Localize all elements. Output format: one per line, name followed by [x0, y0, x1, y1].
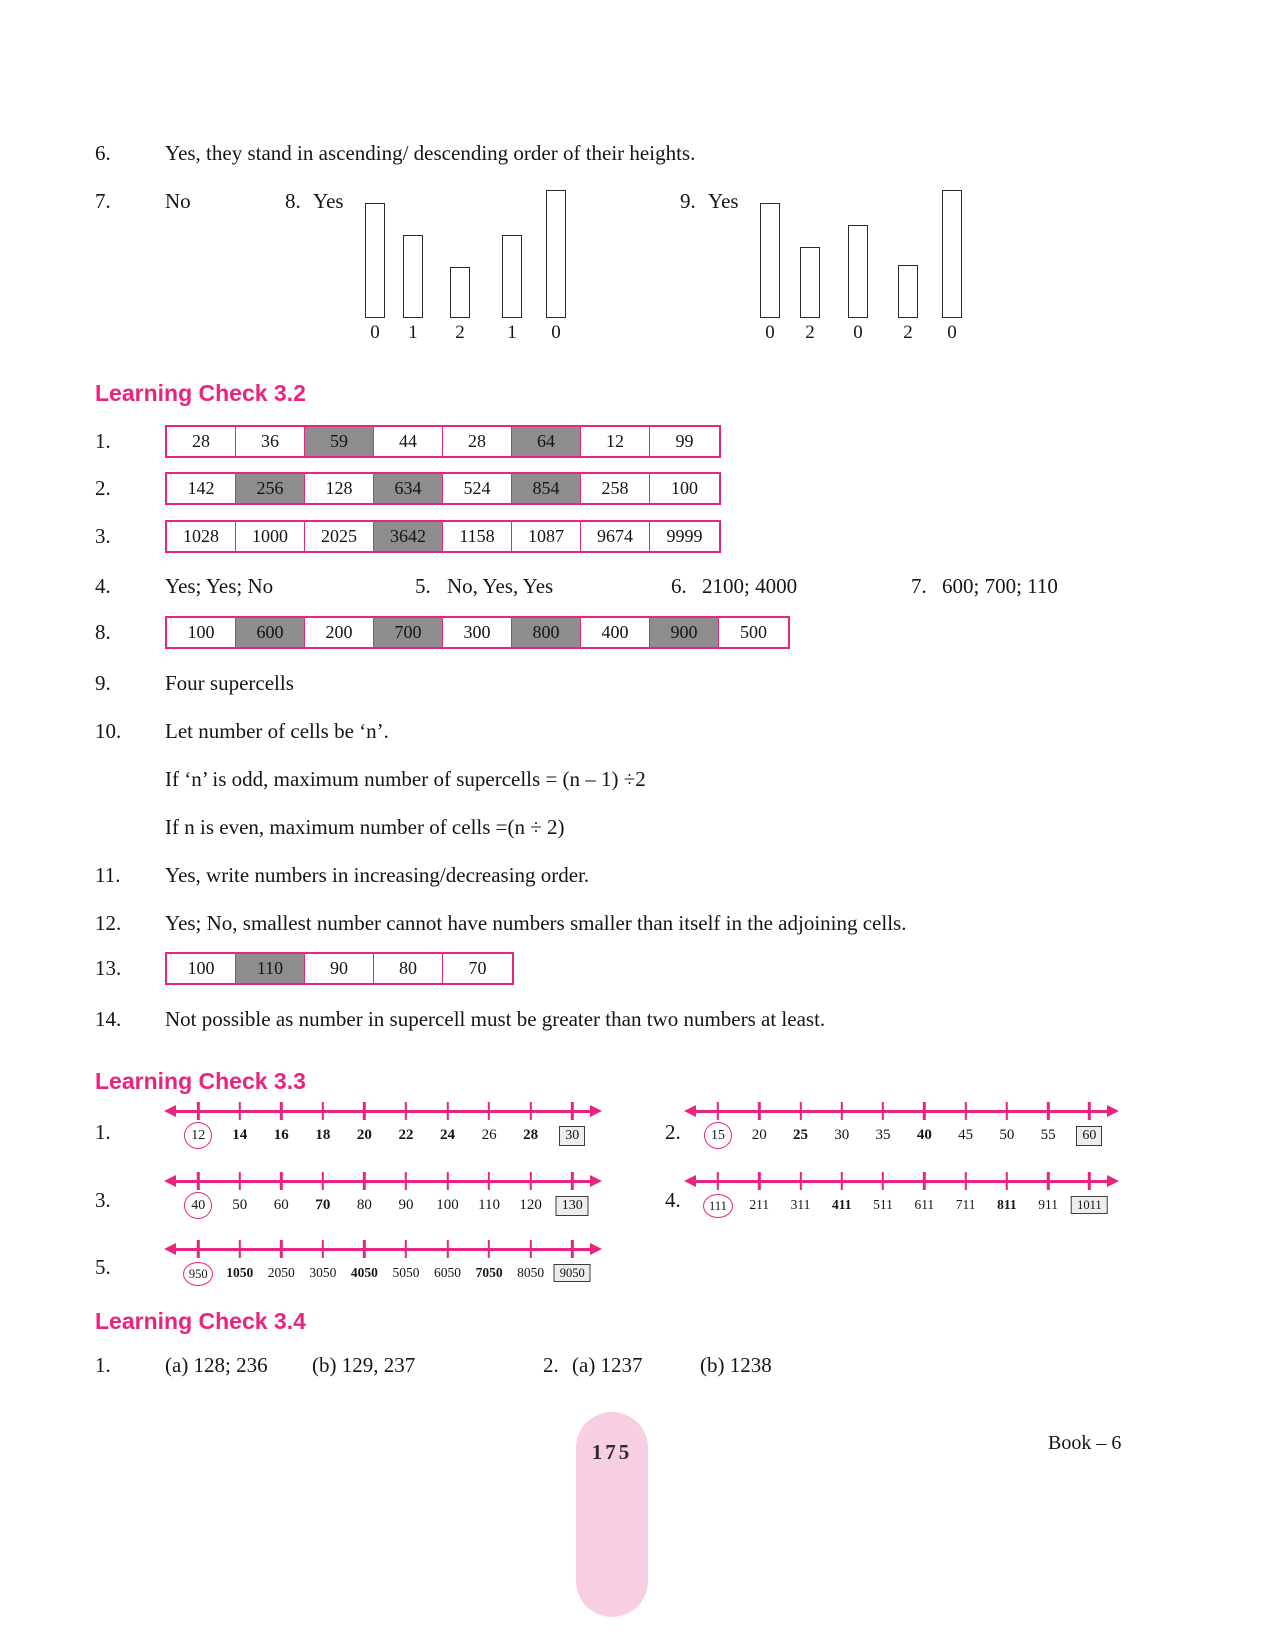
q8-answer-text: Yes: [313, 189, 344, 213]
numberline-number: 711: [955, 1197, 976, 1212]
numberline-number: 811: [997, 1197, 1017, 1212]
numberline-number: 6050: [434, 1265, 462, 1280]
lc32-q12-answer: Yes; No, smallest number cannot have numbers smaller than itself in the adjoining cells.: [165, 911, 907, 935]
supercell-shaded: 64: [512, 427, 581, 456]
bar-value-label: 2: [805, 322, 815, 343]
supercell-shaded: 700: [374, 618, 443, 647]
grid-cell: 128: [305, 474, 374, 503]
tick-mark: [446, 1102, 448, 1120]
lc32-q6-answer: 2100; 4000: [702, 574, 798, 598]
lc32-q11-number: 11.: [95, 863, 121, 887]
supercell-shaded: 800: [512, 618, 581, 647]
start-number-circled: 40: [184, 1192, 212, 1219]
supercell-shaded: 256: [236, 474, 305, 503]
q9-bar-graph: [753, 185, 968, 348]
lc33-q3-number: 3.: [95, 1188, 111, 1212]
numberline-number: 110: [478, 1197, 501, 1213]
lc32-q10-line3: If n is even, maximum number of cells =(n ÷ 2): [165, 815, 565, 839]
bar: [848, 225, 868, 318]
numberline-q1: [163, 1096, 603, 1158]
supercell-row-13: [165, 952, 514, 985]
lc32-q14-answer: Not possible as number in supercell must be greater than two numbers at least.: [165, 1007, 826, 1031]
tick-mark: [488, 1240, 490, 1258]
numberline-number: 55: [1040, 1127, 1056, 1143]
numberline-number: 20: [356, 1127, 372, 1143]
tick-mark: [964, 1172, 966, 1190]
end-number-boxed: 1011: [1071, 1196, 1108, 1214]
numberline-q4: [683, 1166, 1120, 1228]
bar-value-label: 2: [455, 322, 465, 343]
supercell-row-1: [165, 425, 721, 458]
tick-mark: [529, 1240, 531, 1258]
supercell-shaded: 110: [236, 954, 305, 983]
supercell-row-2: [165, 472, 721, 505]
lc32-q8-number: 8.: [95, 620, 111, 644]
tick-mark: [446, 1240, 448, 1258]
q8-number: 8.: [285, 189, 301, 213]
supercell-row-8: [165, 616, 790, 649]
q7-answer-text: No: [165, 189, 191, 213]
grid-cell: 400: [581, 618, 650, 647]
grid-cell: 1158: [443, 522, 512, 551]
grid-cell: 524: [443, 474, 512, 503]
tick-mark: [571, 1172, 573, 1190]
end-number-boxed: 130: [556, 1196, 589, 1216]
lc33-q5-number: 5.: [95, 1255, 111, 1279]
end-number-boxed: 30: [559, 1126, 585, 1146]
numberline-q5: [163, 1234, 603, 1296]
numberline-number: 911: [1038, 1197, 1058, 1212]
bar-value-label: 0: [765, 322, 775, 343]
tick-mark: [799, 1102, 801, 1120]
tick-mark: [197, 1102, 199, 1120]
bar: [450, 267, 470, 318]
lc32-q11-answer: Yes, write numbers in increasing/decreasing order.: [165, 863, 590, 887]
supercell-shaded: 854: [512, 474, 581, 503]
q6-answer-text: Yes, they stand in ascending/ descending order of their heights.: [165, 141, 696, 165]
grid-cell: 2025: [305, 522, 374, 551]
q8-bar-graph: [358, 185, 573, 348]
numberline-number: 26: [481, 1127, 497, 1143]
lc32-q4-answer: Yes; Yes; No: [165, 574, 274, 598]
tick-mark: [446, 1172, 448, 1190]
start-number-circled: 950: [183, 1262, 213, 1286]
tick-mark: [923, 1102, 925, 1120]
tick-mark: [1088, 1102, 1090, 1120]
bar-value-label: 0: [947, 322, 957, 343]
supercell-shaded: 634: [374, 474, 443, 503]
tick-mark: [1047, 1102, 1049, 1120]
book-label: Book – 6: [1048, 1432, 1122, 1454]
numberline-number: 5050: [392, 1265, 420, 1280]
numberline-number: 28: [523, 1127, 539, 1143]
tick-mark: [197, 1240, 199, 1258]
grid-cell: 100: [650, 474, 719, 503]
tick-mark: [923, 1172, 925, 1190]
lc32-q10-line2: If ‘n’ is odd, maximum number of supercells = (n – 1) ÷2: [165, 767, 646, 791]
supercell-shaded: 59: [305, 427, 374, 456]
lc32-q6-number: 6.: [671, 574, 687, 598]
tick-mark: [717, 1102, 719, 1120]
bar: [502, 235, 522, 318]
lc33-q4-number: 4.: [665, 1188, 681, 1212]
grid-cell: 70: [443, 954, 512, 983]
lc34-q2b-answer: (b) 1238: [700, 1353, 772, 1377]
bar-value-label: 1: [408, 322, 418, 343]
numberline-number: 70: [315, 1197, 331, 1213]
grid-cell: 80: [374, 954, 443, 983]
tick-mark: [363, 1102, 365, 1120]
numberline-number: 24: [440, 1127, 456, 1143]
numberline-number: 50: [999, 1127, 1015, 1143]
tick-mark: [363, 1172, 365, 1190]
numberline-number: 25: [793, 1127, 808, 1143]
numberline-q2: [683, 1096, 1120, 1158]
bar: [760, 203, 780, 318]
grid-cell: 44: [374, 427, 443, 456]
supercell-shaded: 3642: [374, 522, 443, 551]
lc32-q10-line1: Let number of cells be ‘n’.: [165, 719, 389, 743]
supercell-row-3: [165, 520, 721, 553]
tick-mark: [363, 1240, 365, 1258]
numberline-number: 511: [873, 1197, 893, 1212]
lc34-q1b-answer: (b) 129, 237: [312, 1353, 416, 1377]
tick-mark: [1006, 1102, 1008, 1120]
tick-mark: [405, 1102, 407, 1120]
end-number-boxed: 60: [1076, 1126, 1102, 1146]
tick-mark: [571, 1240, 573, 1258]
lc32-q5-answer: No, Yes, Yes: [447, 574, 554, 598]
numberline-number: 16: [273, 1127, 289, 1143]
lc32-q12-number: 12.: [95, 911, 122, 935]
tick-mark: [1006, 1172, 1008, 1190]
supercell-shaded: 600: [236, 618, 305, 647]
numberline-number: 18: [315, 1127, 331, 1143]
grid-cell: 1000: [236, 522, 305, 551]
tick-mark: [197, 1172, 199, 1190]
grid-cell: 300: [443, 618, 512, 647]
tick-mark: [322, 1240, 324, 1258]
grid-cell: 258: [581, 474, 650, 503]
bar: [898, 265, 918, 318]
numberline-number: 22: [398, 1127, 414, 1143]
grid-cell: 90: [305, 954, 374, 983]
tick-mark: [758, 1172, 760, 1190]
numberline-number: 1050: [226, 1265, 254, 1280]
numberline-number: 611: [914, 1197, 935, 1212]
grid-cell: 500: [719, 618, 788, 647]
numberline-number: 120: [519, 1197, 542, 1213]
lc32-q2-number: 2.: [95, 476, 111, 500]
tick-mark: [717, 1172, 719, 1190]
lc32-q1-number: 1.: [95, 429, 111, 453]
grid-cell: 1087: [512, 522, 581, 551]
numberline-number: 80: [356, 1197, 372, 1213]
grid-cell: 200: [305, 618, 374, 647]
page-number: 175: [591, 1440, 633, 1464]
tick-mark: [239, 1240, 241, 1258]
supercell-shaded: 900: [650, 618, 719, 647]
bar-value-label: 0: [370, 322, 380, 343]
bar-value-label: 0: [551, 322, 561, 343]
lc32-q4-number: 4.: [95, 574, 111, 598]
lc34-q1-number: 1.: [95, 1353, 111, 1377]
tick-mark: [882, 1102, 884, 1120]
tick-mark: [964, 1102, 966, 1120]
bar: [942, 190, 962, 318]
grid-cell: 100: [167, 954, 236, 983]
tick-mark: [280, 1172, 282, 1190]
numberline-number: 100: [436, 1197, 459, 1213]
tick-mark: [488, 1172, 490, 1190]
lc32-q5-number: 5.: [415, 574, 431, 598]
grid-cell: 100: [167, 618, 236, 647]
start-number-circled: 12: [184, 1122, 212, 1149]
bar: [546, 190, 566, 318]
tick-mark: [841, 1172, 843, 1190]
tick-mark: [322, 1102, 324, 1120]
grid-cell: 9999: [650, 522, 719, 551]
q9-answer-text: Yes: [708, 189, 739, 213]
tick-mark: [239, 1102, 241, 1120]
tick-mark: [488, 1102, 490, 1120]
tick-mark: [239, 1172, 241, 1190]
lc33-q2-number: 2.: [665, 1120, 681, 1144]
grid-cell: 28: [167, 427, 236, 456]
tick-mark: [758, 1102, 760, 1120]
tick-mark: [280, 1102, 282, 1120]
lc33-heading: Learning Check 3.3: [95, 1068, 306, 1094]
numberline-number: 90: [398, 1197, 414, 1213]
lc34-q1a-answer: (a) 128; 236: [165, 1353, 268, 1377]
bar: [365, 203, 385, 318]
lc34-heading: Learning Check 3.4: [95, 1308, 306, 1334]
lc32-q7-answer: 600; 700; 110: [942, 574, 1058, 598]
numberline-number: 311: [790, 1197, 811, 1212]
lc32-q14-number: 14.: [95, 1007, 122, 1031]
tick-mark: [405, 1172, 407, 1190]
tick-mark: [571, 1102, 573, 1120]
tick-mark: [322, 1172, 324, 1190]
tick-mark: [1088, 1172, 1090, 1190]
bar-value-label: 1: [507, 322, 517, 343]
numberline-number: 20: [751, 1127, 767, 1143]
start-number-circled: 111: [703, 1194, 733, 1218]
tick-mark: [799, 1172, 801, 1190]
numberline-number: 411: [832, 1197, 852, 1212]
grid-cell: 99: [650, 427, 719, 456]
lc34-q2-number: 2.: [543, 1353, 559, 1377]
lc32-q9-answer: Four supercells: [165, 671, 294, 695]
lc32-q7-number: 7.: [911, 574, 927, 598]
tick-mark: [529, 1102, 531, 1120]
tick-mark: [841, 1102, 843, 1120]
lc32-q9-number: 9.: [95, 671, 111, 695]
numberline-number: 50: [232, 1197, 248, 1213]
grid-cell: 36: [236, 427, 305, 456]
numberline-number: 211: [749, 1197, 770, 1212]
numberline-number: 3050: [309, 1265, 337, 1280]
numberline-number: 8050: [517, 1265, 545, 1280]
tick-mark: [405, 1240, 407, 1258]
numberline-number: 60: [273, 1197, 289, 1213]
numberline-number: 45: [958, 1127, 974, 1143]
tick-mark: [529, 1172, 531, 1190]
numberline-number: 7050: [475, 1265, 503, 1280]
numberline-number: 40: [916, 1127, 932, 1143]
bar-value-label: 0: [853, 322, 863, 343]
grid-cell: 9674: [581, 522, 650, 551]
lc33-q1-number: 1.: [95, 1120, 111, 1144]
bar: [403, 235, 423, 318]
grid-cell: 142: [167, 474, 236, 503]
lc32-q10-number: 10.: [95, 719, 122, 743]
numberline-number: 4050: [350, 1265, 378, 1280]
q6-number: 6.: [95, 141, 111, 165]
start-number-circled: 15: [704, 1122, 732, 1149]
tick-mark: [882, 1172, 884, 1190]
numberline-number: 35: [875, 1127, 891, 1143]
numberline-number: 14: [232, 1127, 248, 1143]
grid-cell: 28: [443, 427, 512, 456]
grid-cell: 1028: [167, 522, 236, 551]
lc34-q2a-answer: (a) 1237: [572, 1353, 643, 1377]
bar-value-label: 2: [903, 322, 913, 343]
lc32-heading: Learning Check 3.2: [95, 380, 306, 406]
grid-cell: 12: [581, 427, 650, 456]
bar: [800, 247, 820, 318]
lc32-q3-number: 3.: [95, 524, 111, 548]
tick-mark: [1047, 1172, 1049, 1190]
numberline-number: 30: [834, 1127, 850, 1143]
lc32-q13-number: 13.: [95, 956, 122, 980]
numberline-q3: [163, 1166, 603, 1228]
q9-number: 9.: [680, 189, 696, 213]
numberline-number: 2050: [267, 1265, 295, 1280]
end-number-boxed: 9050: [554, 1264, 591, 1282]
q7-number: 7.: [95, 189, 111, 213]
tick-mark: [280, 1240, 282, 1258]
